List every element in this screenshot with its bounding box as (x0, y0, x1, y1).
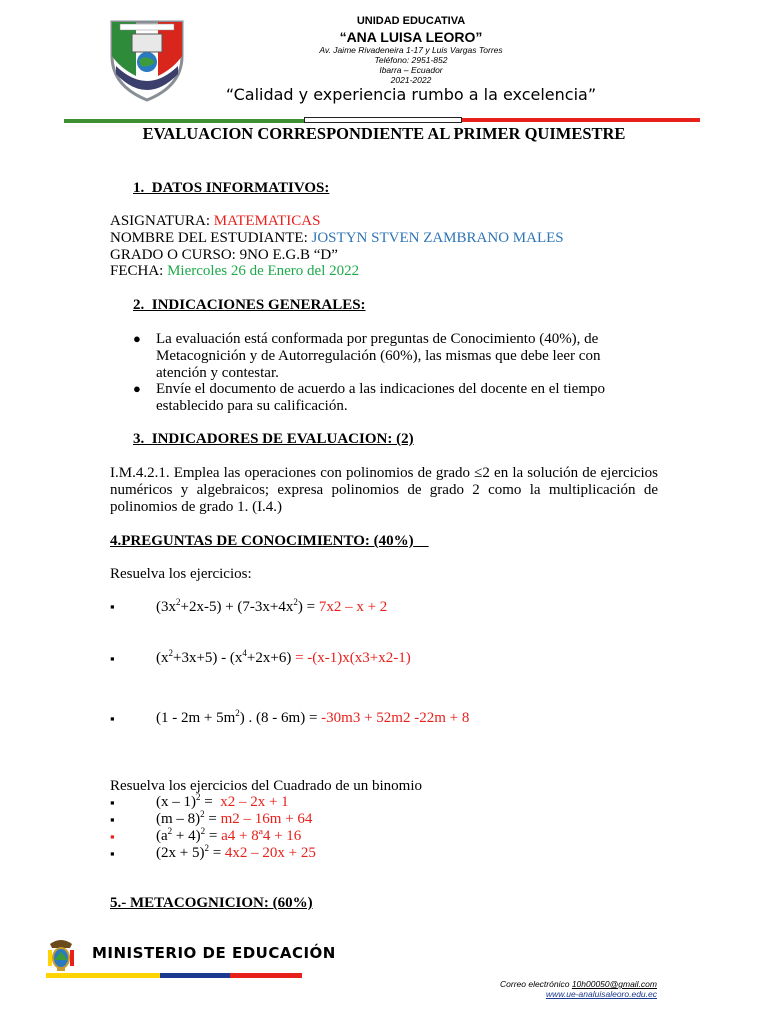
school-year: 2021-2022 (390, 75, 432, 85)
binomial-1: (x – 1)$^2$ = x2 – 2x + 1 (156, 792, 289, 810)
school-name: “ANA LUISA LEORO” (339, 29, 483, 45)
square-bullet: ▪ (110, 711, 115, 726)
exercise-3: $(1 - 2m + 5m^2)$ . (8 - 6m) = -30m3 + 52m2 -22m + 8 (156, 708, 470, 726)
website-link[interactable]: www.ue-analuisaleoro.edu.ec (545, 989, 657, 999)
contact-email-line (500, 979, 657, 989)
exercise-2: $(x^2+3x+5) - (x^4+2x+6) = -(x-1)x(x3+x2-1)$ (156, 648, 411, 666)
grade-line: GRADO O CURSO: 9NO E.G.B “D” (110, 247, 338, 263)
bullet-dot: ● (133, 381, 141, 396)
exercise-3-answer: -30m3 + 52m2 -22m + 8 (321, 710, 470, 726)
school-address: Av. Jaime Rivadeneira 1-17 y Luis Vargas Torres (319, 45, 503, 55)
indication-item: Envíe el documento de acuerdo a las indicaciones del docente en el tiempo establecido para su calificación. (156, 381, 605, 414)
section5-heading: 5.- METACOGNICION: (60%) (110, 895, 313, 911)
email-label: Correo electrónico (500, 979, 572, 989)
school-crest (106, 16, 188, 102)
indicator-text: I.M.4.2.1. Emplea las operaciones con polinomios de grado ≤2 en la solución de ejercicios numéricos y algebraicos; expresa polinomios de grado 2 como la multiplicación de polinomios de grado 1. (I.4.) (110, 465, 658, 515)
binomial-4-answer: 4x2 – 20x + 25 (224, 845, 316, 861)
binomial-2: (m – 8)$^2$ = m2 – 16m + 64 (156, 809, 313, 827)
section4-heading: 4.PREGUNTAS DE CONOCIMIENTO: (40%) (110, 533, 414, 549)
ministry-name: MINISTERIO DE EDUCACIÓN (92, 944, 336, 962)
school-motto: “Calidad y experiencia rumbo a la excelencia” (225, 85, 597, 104)
student-line (110, 230, 564, 247)
school-phone: Teléfono: 2951-852 (374, 55, 448, 65)
square-bullet: ▪ (110, 812, 115, 827)
page-title: EVALUACION CORRESPONDIENTE AL PRIMER QUIMESTRE (142, 124, 626, 143)
square-bullet: ▪ (110, 846, 115, 861)
exercises-intro: Resuelva los ejercicios: (110, 566, 252, 582)
school-city: Ibarra – Ecuador (379, 65, 443, 75)
student-value: JOSTYN STVEN ZAMBRANO MALES (311, 230, 564, 246)
binomial-3: $(a^2 + 4)^2 = a4$ + 8ª4 + 16 (156, 826, 302, 844)
square-bullet: ▪ (110, 829, 115, 844)
subject-line (110, 213, 320, 230)
date-value: Miercoles 26 de Enero del 2022 (167, 263, 360, 279)
subject-label: ASIGNATURA: (110, 213, 214, 229)
binomial-2-answer: m2 – 16m + 64 (220, 811, 313, 827)
square-bullet: ▪ (110, 795, 115, 810)
section3-heading: 3. INDICADORES DE EVALUACION: (2) (133, 431, 414, 447)
square-bullet: ▪ (110, 599, 115, 614)
section1-heading: 1. DATOS INFORMATIVOS: (133, 180, 330, 196)
binomial-4: $(2x + 5)^2 = 4x2 - 20x + 25$ (156, 843, 316, 861)
exercise-1-answer: 7x2 – x + 2 (318, 599, 388, 615)
email-link[interactable]: 10h00050@gmail.com (571, 979, 657, 989)
binomial-1-answer: x2 – 2x + 1 (220, 794, 289, 810)
subject-value: MATEMATICAS (213, 213, 321, 229)
indication-item: La evaluación está conformada por preguntas de Conocimiento (40%), de Metacognición y de Autorregulación (60%), las mismas que debe leer con atención y contestar. (156, 331, 601, 381)
date-line (110, 263, 359, 280)
date-label: FECHA: (110, 263, 168, 279)
binomial-intro: Resuelva los ejercicios del Cuadrado de un binomio (110, 778, 423, 794)
exercise-2-answer: = -(x-1)x(x3+x2-1) (295, 650, 411, 666)
bullet-dot: ● (133, 331, 141, 346)
square-bullet: ▪ (110, 651, 115, 666)
institution-label: UNIDAD EDUCATIVA (356, 15, 466, 27)
exercise-1: $(3x^2+2x-5) + (7-3x+4x^2) = 7x2 - x + 2$ (156, 597, 388, 615)
binomial-3-answer: a4 + 8ª4 + 16 (221, 828, 302, 844)
ecuador-coat-of-arms-icon (46, 938, 76, 972)
section2-heading: 2. INDICACIONES GENERALES: (133, 297, 366, 313)
student-label: NOMBRE DEL ESTUDIANTE: (110, 230, 312, 246)
